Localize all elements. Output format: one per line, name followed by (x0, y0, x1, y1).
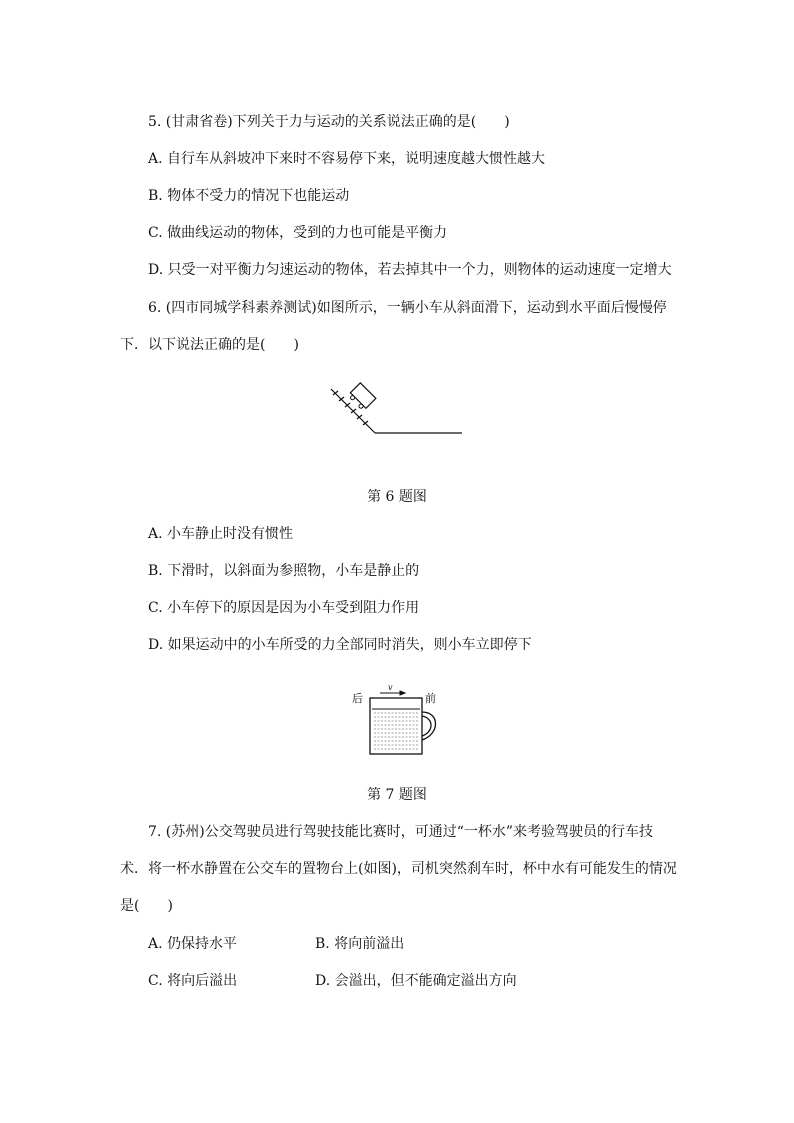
q6-stem-line1: 6. (四市同城学科素养测试)如图所示，一辆小车从斜面滑下，运动到水平面后慢慢停 (148, 300, 667, 316)
q7-stem-line1: 7. (苏州)公交驾驶员进行驾驶技能比赛时，可通过“一杯水”来考验驾驶员的行车技 (148, 824, 654, 840)
q6-option-b: B. 下滑时，以斜面为参照物，小车是静止的 (148, 563, 420, 579)
q6-option-d: D. 如果运动中的小车所受的力全部同时消失，则小车立即停下 (148, 637, 532, 653)
q7-option-c: C. 将向后溢出 (148, 973, 238, 989)
front-label: 前 (425, 692, 436, 705)
q5-option-a: A. 自行车从斜坡冲下来时不容易停下来，说明速度越大惯性越大 (148, 151, 546, 167)
q7-figure-caption: 第 7 题图 (367, 787, 427, 803)
q5-option-c: C. 做曲线运动的物体，受到的力也可能是平衡力 (148, 225, 448, 241)
incline-figure (325, 375, 470, 440)
q7-stem-line2: 术．将一杯水静置在公交车的置物台上(如图)，司机突然刹车时，杯中水有可能发生的情况 (120, 861, 677, 877)
cup (370, 698, 436, 754)
q7-stem-line3: 是( ) (120, 898, 173, 914)
q7-option-a: A. 仍保持水平 (148, 936, 238, 952)
q5-stem: 5. (甘肃省卷)下列关于力与运动的关系说法正确的是( ) (148, 114, 510, 130)
cart (348, 383, 376, 411)
q5-option-b: B. 物体不受力的情况下也能运动 (148, 188, 350, 204)
q6-option-c: C. 小车停下的原因是因为小车受到阻力作用 (148, 600, 420, 616)
q6-stem-line2: 下．以下说法正确的是( ) (120, 337, 299, 353)
water (372, 709, 420, 749)
q5-option-d: D. 只受一对平衡力匀速运动的物体，若去掉其中一个力，则物体的运动速度一定增大 (148, 262, 672, 278)
q7-option-d: D. 会溢出，但不能确定溢出方向 (315, 973, 517, 989)
q6-figure-caption: 第 6 题图 (367, 489, 427, 505)
q7-option-b: B. 将向前溢出 (315, 936, 405, 952)
q6-option-a: A. 小车静止时没有惯性 (148, 526, 294, 542)
cup-figure (350, 682, 442, 762)
back-label: 后 (352, 692, 363, 705)
velocity-label: v (388, 683, 393, 692)
